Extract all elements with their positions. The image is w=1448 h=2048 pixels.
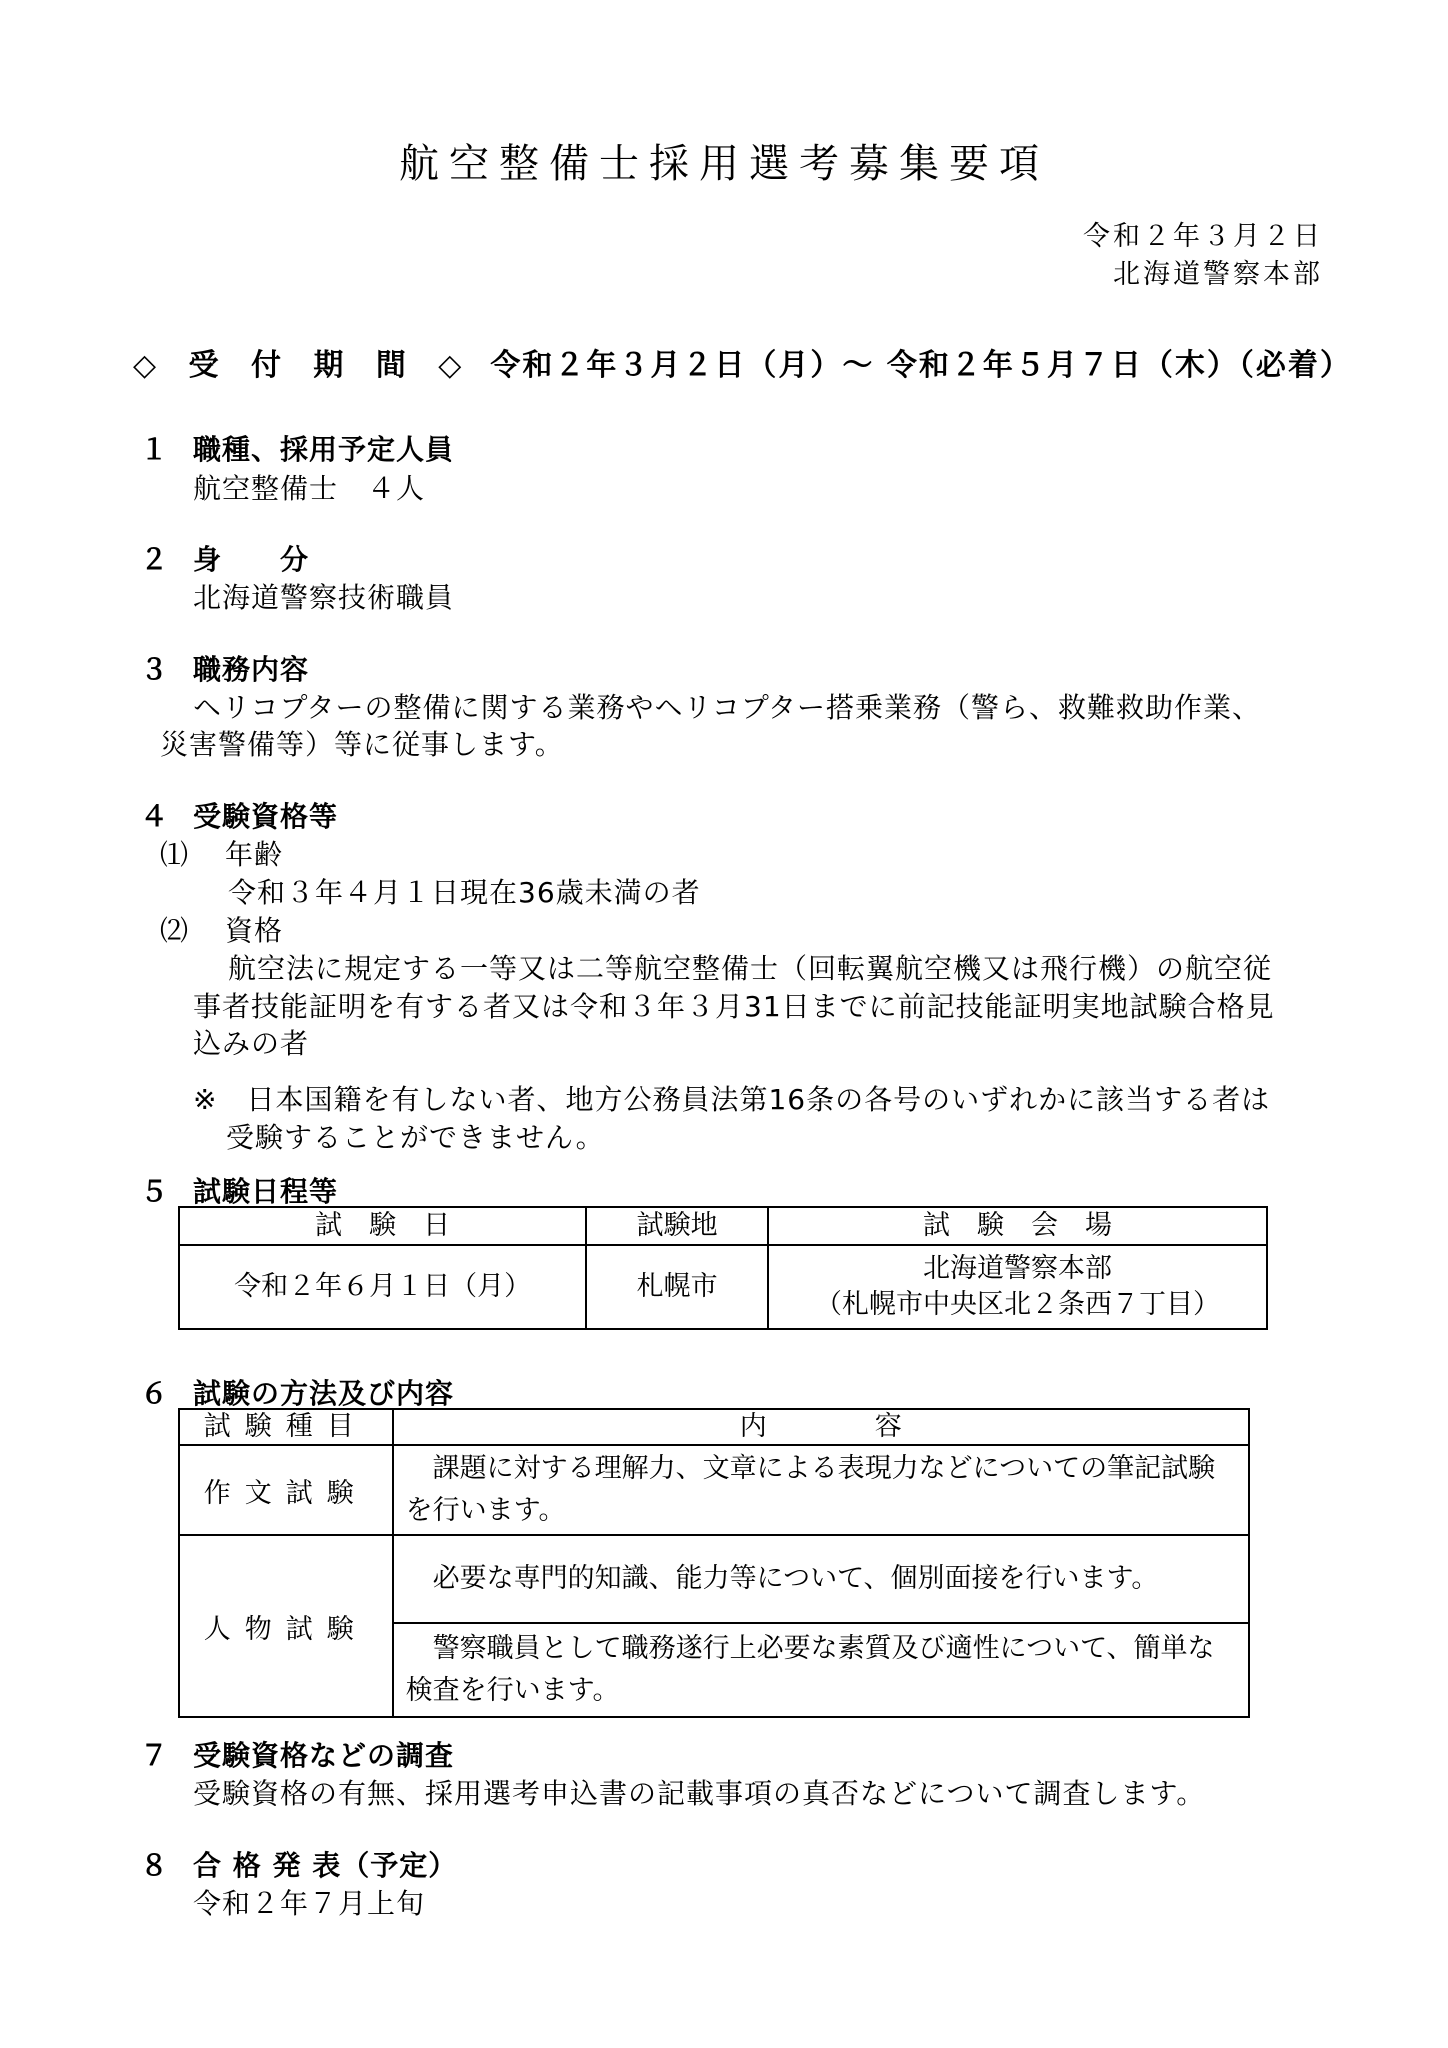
section-1-heading: 職種、採用予定人員 <box>193 433 455 466</box>
header-exam-content: 内 容 <box>393 1409 1249 1445</box>
section-5-number: ５ <box>140 1175 169 1208</box>
exam-content-aptitude: 警察職員として職務遂行上必要な素質及び適性について、簡単な検査を行います。 <box>393 1623 1249 1717</box>
exam-venue <box>768 1245 1267 1329</box>
section-4-qual-number: ⑵ <box>160 914 190 947</box>
table-header-row <box>179 1409 1249 1445</box>
exam-place: 札幌市 <box>586 1245 768 1329</box>
issue-date: 令和２年３月２日 <box>1083 221 1323 252</box>
section-5-heading: 試験日程等 <box>193 1175 339 1208</box>
section-4-note-line2: 受験することができません。 <box>226 1121 605 1154</box>
reception-label: ◇ 受 付 期 間 ◇ <box>133 348 473 383</box>
section-2-body: 北海道警察技術職員 <box>193 581 455 614</box>
table-header-row <box>179 1207 1267 1245</box>
section-2-heading: 身 分 <box>193 543 310 576</box>
exam-date: 令和２年６月１日（月） <box>179 1245 586 1329</box>
exam-schedule-table <box>178 1206 1268 1330</box>
section-1-number: １ <box>140 433 169 466</box>
section-4-heading: 受験資格等 <box>193 800 339 833</box>
section-3-body-line2: 災害警備等）等に従事します。 <box>160 728 564 761</box>
header-exam-date: 試 験 日 <box>179 1207 586 1245</box>
section-6-heading: 試験の方法及び内容 <box>193 1377 455 1410</box>
section-3-number: ３ <box>140 653 169 686</box>
exam-content-essay: 課題に対する理解力、文章による表現力などについての筆記試験を行います。 <box>393 1445 1249 1535</box>
section-4-qual-label: 資格 <box>225 914 284 947</box>
section-8-body: 令和２年７月上旬 <box>193 1887 426 1920</box>
section-4-number: ４ <box>140 800 169 833</box>
section-4-qual-line1: 航空法に規定する一等又は二等航空整備士（回転翼航空機又は飛行機）の航空従 <box>228 952 1273 985</box>
exam-content-interview: 必要な専門的知識、能力等について、個別面接を行います。 <box>393 1535 1249 1623</box>
exam-type-essay: 作文試験 <box>179 1445 393 1535</box>
section-3-body-line1: ヘリコプターの整備に関する業務やヘリコプター搭乗業務（警ら、救難救助作業、 <box>193 691 1261 724</box>
section-2-number: ２ <box>140 543 169 576</box>
header-exam-place: 試験地 <box>586 1207 768 1245</box>
table-row <box>179 1445 1249 1535</box>
section-7-body: 受験資格の有無、採用選考申込書の記載事項の真否などについて調査します。 <box>193 1777 1206 1810</box>
table-row <box>179 1245 1267 1329</box>
issuer: 北海道警察本部 <box>1113 259 1323 290</box>
section-1-body: 航空整備士 ４人 <box>193 472 426 505</box>
exam-type-personal: 人物試験 <box>179 1535 393 1717</box>
venue-name: 北海道警察本部 <box>922 1253 1112 1284</box>
section-4-age-body: 令和３年４月１日現在36歳未満の者 <box>228 876 701 909</box>
issue-info <box>1083 218 1323 294</box>
section-7-heading: 受験資格などの調査 <box>193 1739 455 1772</box>
section-4-age-number: ⑴ <box>160 838 190 871</box>
page-title: 航空整備士採用選考募集要項 <box>399 141 1049 187</box>
section-6-number: ６ <box>140 1377 169 1410</box>
section-4-note-line1: ※ 日本国籍を有しない者、地方公務員法第16条の各号のいずれかに該当する者は <box>193 1083 1271 1116</box>
table-row <box>179 1535 1249 1623</box>
section-4-qual-line3: 込みの者 <box>193 1027 310 1060</box>
section-7-number: ７ <box>140 1739 169 1772</box>
section-4-age-label: 年齢 <box>225 838 284 871</box>
section-4-qual-line2: 事者技能証明を有する者又は令和３年３月31日までに前記技能証明実地試験合格見 <box>193 990 1275 1023</box>
header-exam-type: 試験種目 <box>179 1409 393 1445</box>
venue-address: （札幌市中央区北２条西７丁目） <box>814 1289 1220 1320</box>
exam-method-table <box>178 1408 1250 1718</box>
section-8-number: ８ <box>140 1849 169 1882</box>
reception-period <box>133 340 1352 384</box>
section-8-heading: 合 格 発 表（予定） <box>193 1849 458 1882</box>
section-3-heading: 職務内容 <box>193 653 310 686</box>
reception-dates: 令和２年３月２日（月）～ 令和２年５月７日（木）（必着） <box>490 348 1352 383</box>
header-exam-venue: 試 験 会 場 <box>768 1207 1267 1245</box>
